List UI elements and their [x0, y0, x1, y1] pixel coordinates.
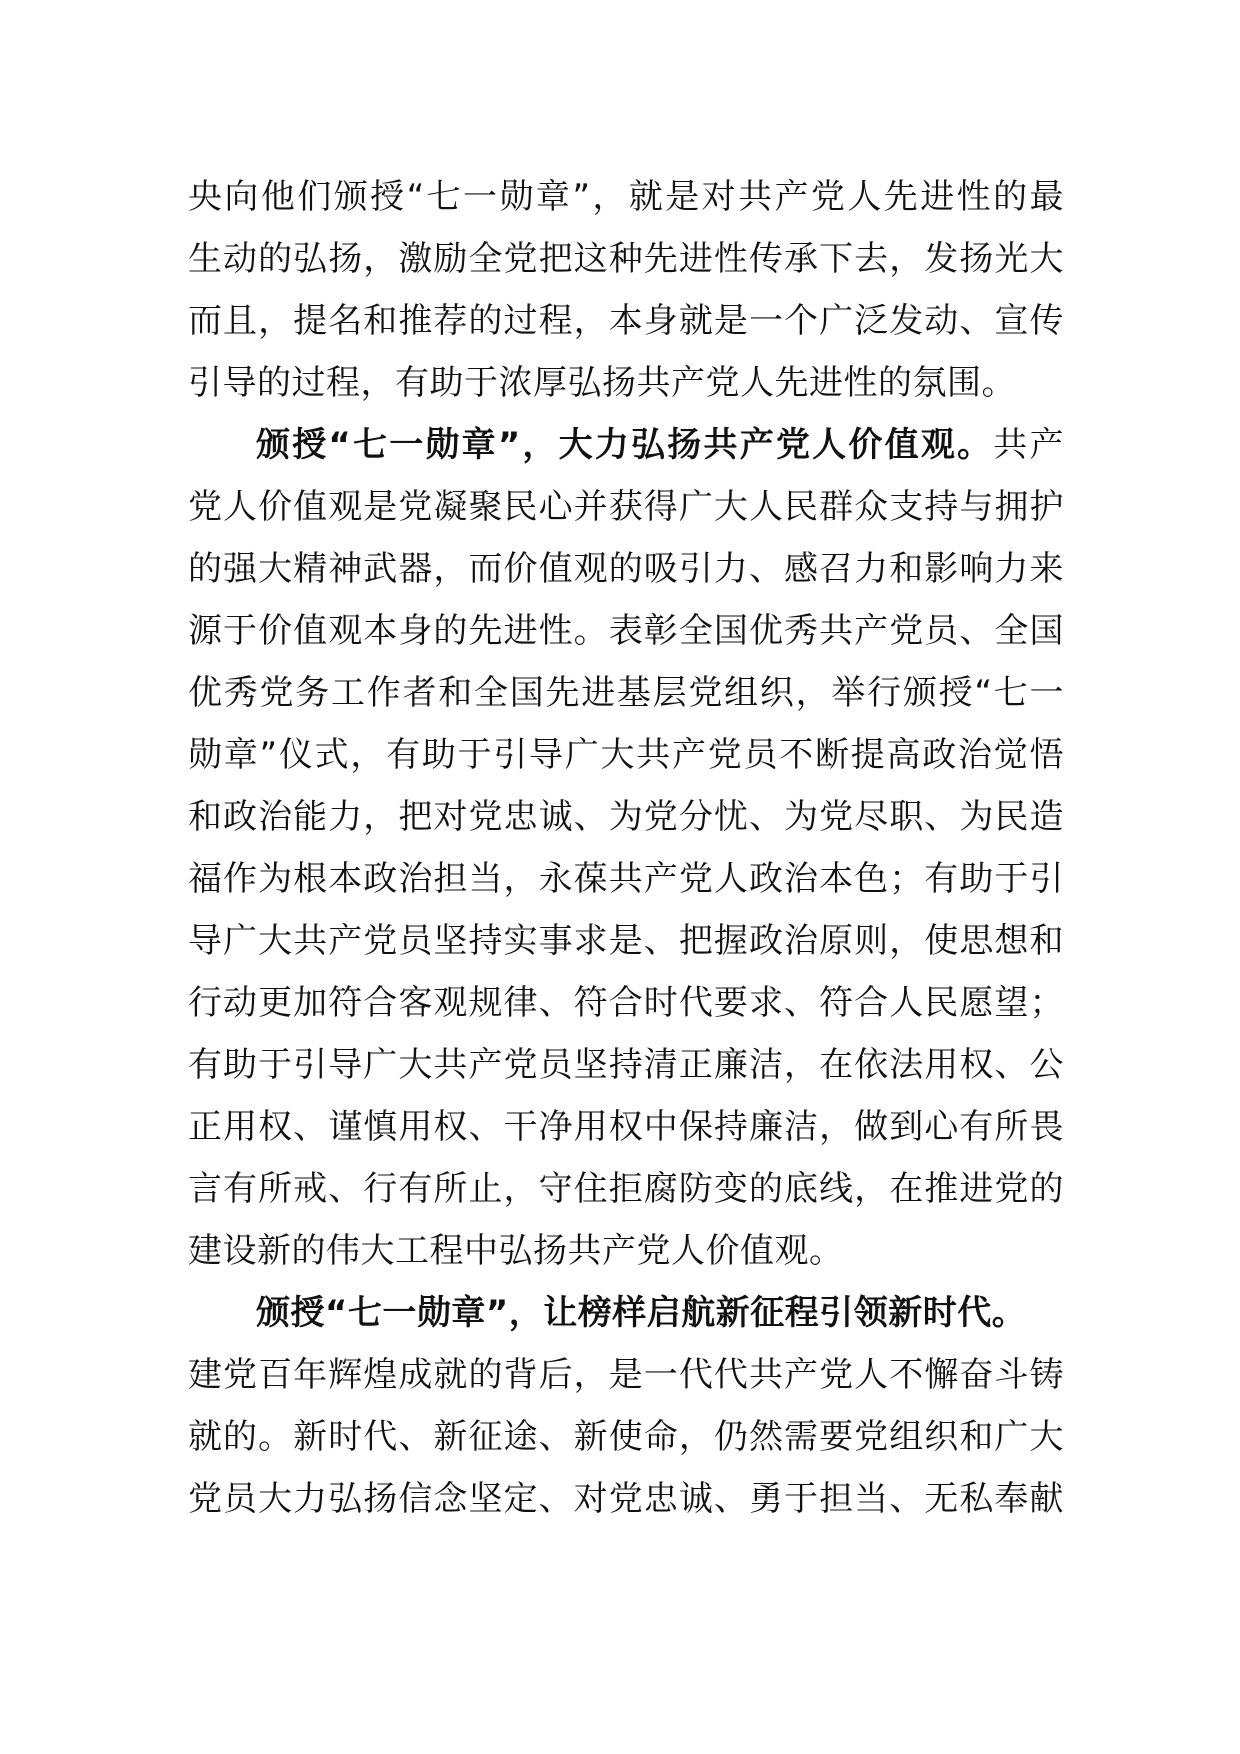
paragraph-heading: 颁授“七一勋章”，让榜样启航新征程引领新时代。 [256, 1293, 1027, 1333]
line-text: 引导的过程，有助于浓厚弘扬共产党人先进性的氛围。 [188, 363, 1016, 403]
text-line [188, 166, 1064, 228]
line-text: 生动的弘扬，激励全党把这种先进性传承下去，发扬光大 [188, 239, 1064, 279]
line-text: 优秀党务工作者和全国先进基层党组织，举行颁授“七一 [188, 673, 1064, 713]
text-line [188, 1220, 1064, 1282]
line-text: 行动更加符合客观规律、符合时代要求、符合人民愿望； [188, 983, 1064, 1023]
text-line [188, 538, 1064, 600]
line-text: 正用权、谨慎用权、干净用权中保持廉洁，做到心有所畏 [188, 1107, 1064, 1147]
line-text: 导广大共产党员坚持实事求是、把握政治原则，使思想和 [188, 921, 1064, 961]
line-text: 建党百年辉煌成就的背后，是一代代共产党人不懈奋斗铸 [188, 1355, 1064, 1395]
text-line [188, 414, 1064, 476]
line-text: 的强大精神武器，而价值观的吸引力、感召力和影响力来 [188, 549, 1064, 589]
text-line [188, 1034, 1064, 1096]
paragraph-heading: 颁授“七一勋章”，大力弘扬共产党人价值观。 [256, 425, 994, 465]
text-line [188, 290, 1064, 352]
line-text: 党人价值观是党凝聚民心并获得广大人民群众支持与拥护 [188, 487, 1064, 527]
text-line [188, 848, 1064, 910]
text-line [188, 228, 1064, 290]
line-text: 建设新的伟大工程中弘扬共产党人价值观。 [188, 1231, 844, 1271]
line-text: 勋章”仪式，有助于引导广大共产党员不断提高政治觉悟 [188, 735, 1064, 775]
text-line [188, 1468, 1064, 1530]
text-line [188, 1096, 1064, 1158]
line-text: 党员大力弘扬信念坚定、对党忠诚、勇于担当、无私奉献 [188, 1479, 1064, 1519]
text-line [188, 662, 1064, 724]
line-text: 共产 [993, 425, 1064, 465]
text-line [188, 910, 1064, 972]
line-text: 和政治能力，把对党忠诚、为党分忧、为党尽职、为民造 [188, 797, 1064, 837]
text-line [188, 1406, 1064, 1468]
text-line [188, 972, 1064, 1034]
text-line [188, 1344, 1064, 1406]
line-text: 福作为根本政治担当，永葆共产党人政治本色；有助于引 [188, 859, 1064, 899]
text-line [188, 600, 1064, 662]
line-text: 言有所戒、行有所止，守住拒腐防变的底线，在推进党的 [188, 1169, 1064, 1209]
body-text [188, 166, 1064, 1530]
line-text: 央向他们颁授“七一勋章”，就是对共产党人先进性的最 [188, 177, 1064, 217]
line-text: 而且，提名和推荐的过程，本身就是一个广泛发动、宣传 [188, 301, 1064, 341]
text-line [188, 1158, 1064, 1220]
line-text: 就的。新时代、新征途、新使命，仍然需要党组织和广大 [188, 1417, 1064, 1457]
text-line [188, 1282, 1064, 1344]
text-line [188, 724, 1064, 786]
text-line [188, 352, 1064, 414]
line-text: 有助于引导广大共产党员坚持清正廉洁，在依法用权、公 [188, 1045, 1064, 1085]
text-line [188, 786, 1064, 848]
line-text: 源于价值观本身的先进性。表彰全国优秀共产党员、全国 [188, 611, 1064, 651]
text-line [188, 476, 1064, 538]
